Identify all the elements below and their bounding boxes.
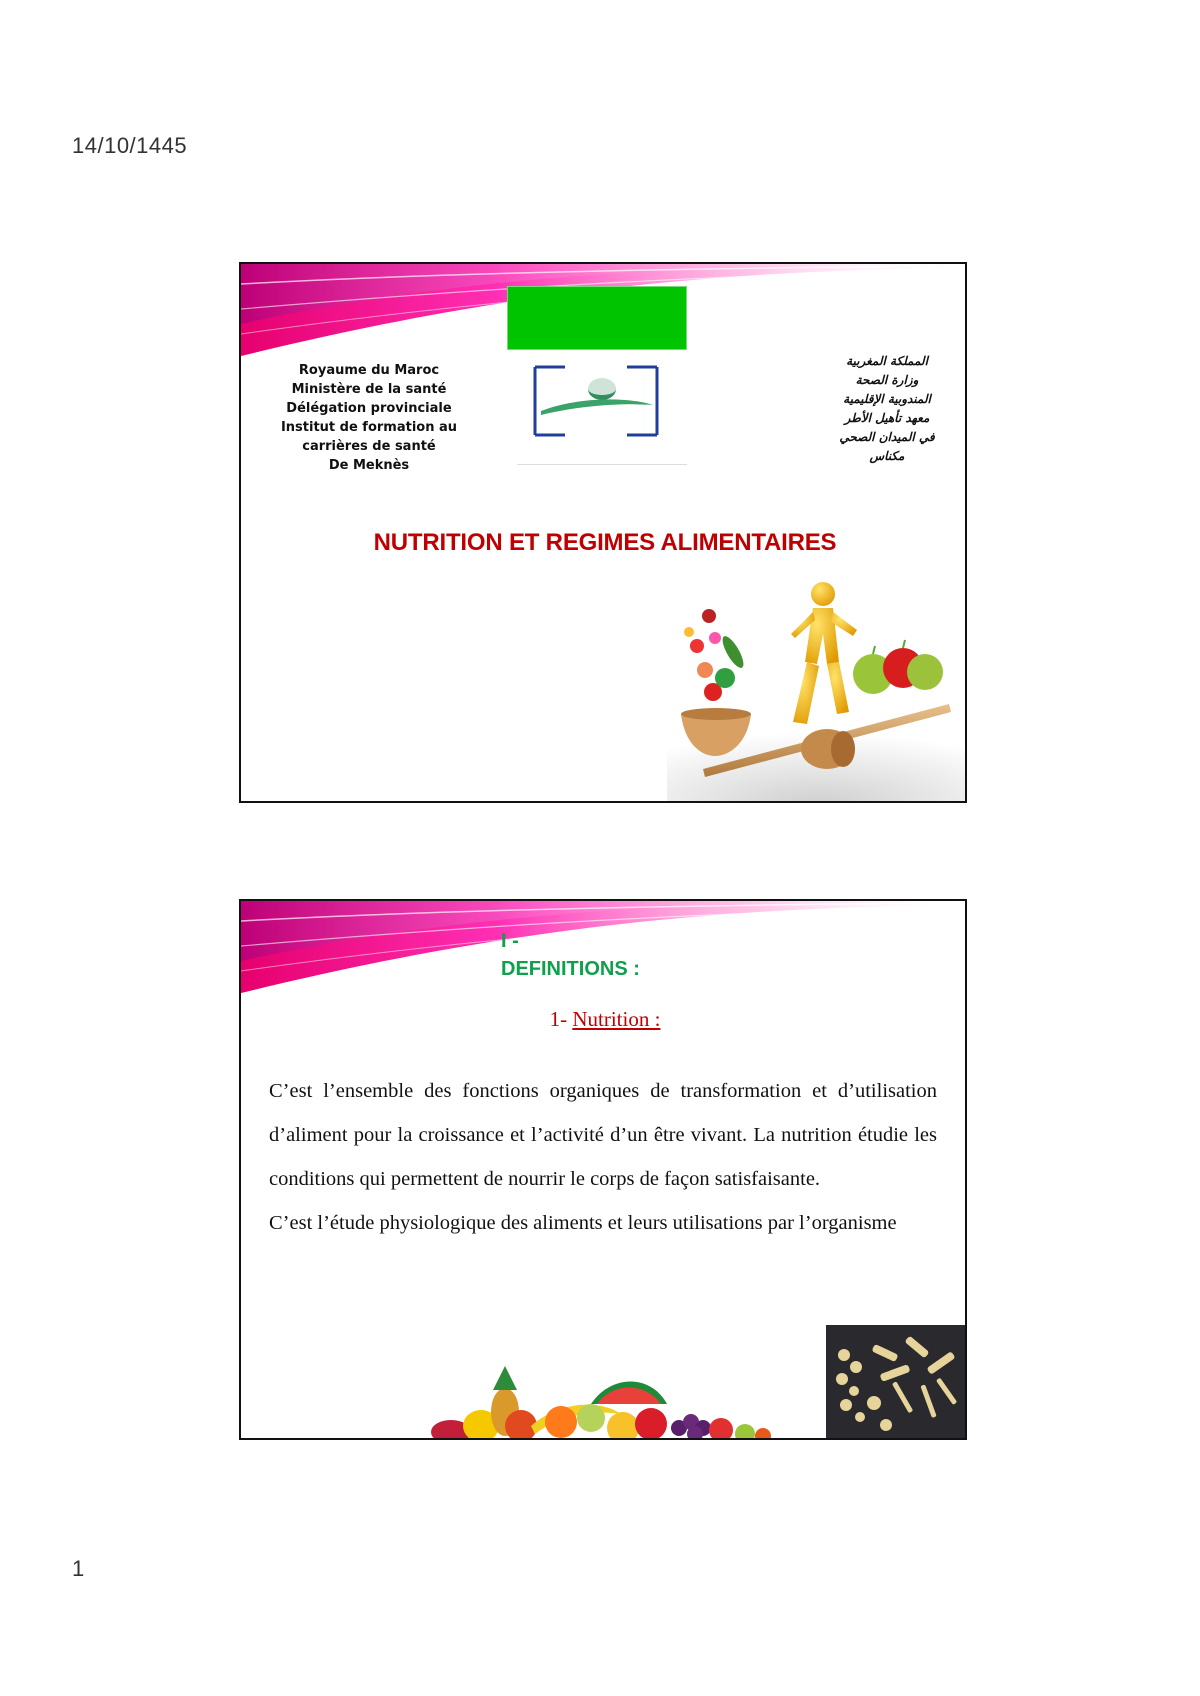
- fr-header-line: Royaume du Maroc: [298, 363, 440, 378]
- fr-header-line: De Meknès: [328, 458, 410, 473]
- fruits-illustration: [411, 1366, 781, 1440]
- nutrition-subheading: [241, 1007, 967, 1032]
- definitions-slide: [239, 899, 967, 1440]
- section-number: I -: [501, 930, 519, 952]
- fr-header-line: Délégation provinciale: [286, 401, 452, 416]
- section-label: DEFINITIONS :: [501, 958, 640, 980]
- title-slide: [239, 262, 967, 803]
- green-logo-box: [507, 286, 687, 350]
- arabic-institution-header: [807, 352, 967, 466]
- balance-figure-illustration: [667, 574, 967, 803]
- section-heading: [501, 927, 640, 983]
- french-institution-header: [269, 361, 469, 475]
- definition-paragraph: C’est l’étude physiologique des aliments et leurs utilisations par l’organisme: [269, 1212, 897, 1234]
- ar-header-line: المملكة المغربية: [846, 354, 928, 368]
- fr-header-line: Institut de formation au: [280, 420, 458, 435]
- page-number: 1: [72, 1556, 85, 1581]
- ar-header-line: وزارة الصحة: [855, 373, 919, 387]
- definition-paragraph: C’est l’ensemble des fonctions organiques de transformation et d’utilisation d’aliment pour la croissance et l’activité d’un être vivant. La nutrition étudie les conditions qui permettent de nourrir le corps de façon satisfaisante.: [269, 1080, 937, 1190]
- fr-header-line: Ministère de la santé: [291, 382, 447, 397]
- ministry-emblem-icon: [531, 365, 661, 437]
- subheading-label: Nutrition :: [572, 1007, 661, 1031]
- page-date: 14/10/1445: [72, 133, 188, 158]
- ar-header-line: المندوبية الإقليمية: [843, 392, 931, 406]
- subheading-prefix: 1-: [549, 1007, 568, 1031]
- ar-header-line: معهد تأهيل الأطر: [844, 411, 930, 425]
- fr-header-line: carrières de santé: [302, 439, 436, 454]
- slide-title: NUTRITION ET REGIMES ALIMENTAIRES: [373, 529, 837, 556]
- emblem-divider: [517, 464, 687, 465]
- ar-header-line: مكناس: [869, 449, 905, 463]
- pasta-photo: [826, 1325, 967, 1440]
- definition-text: [269, 1069, 937, 1245]
- ar-header-line: في الميدان الصحي: [839, 430, 935, 444]
